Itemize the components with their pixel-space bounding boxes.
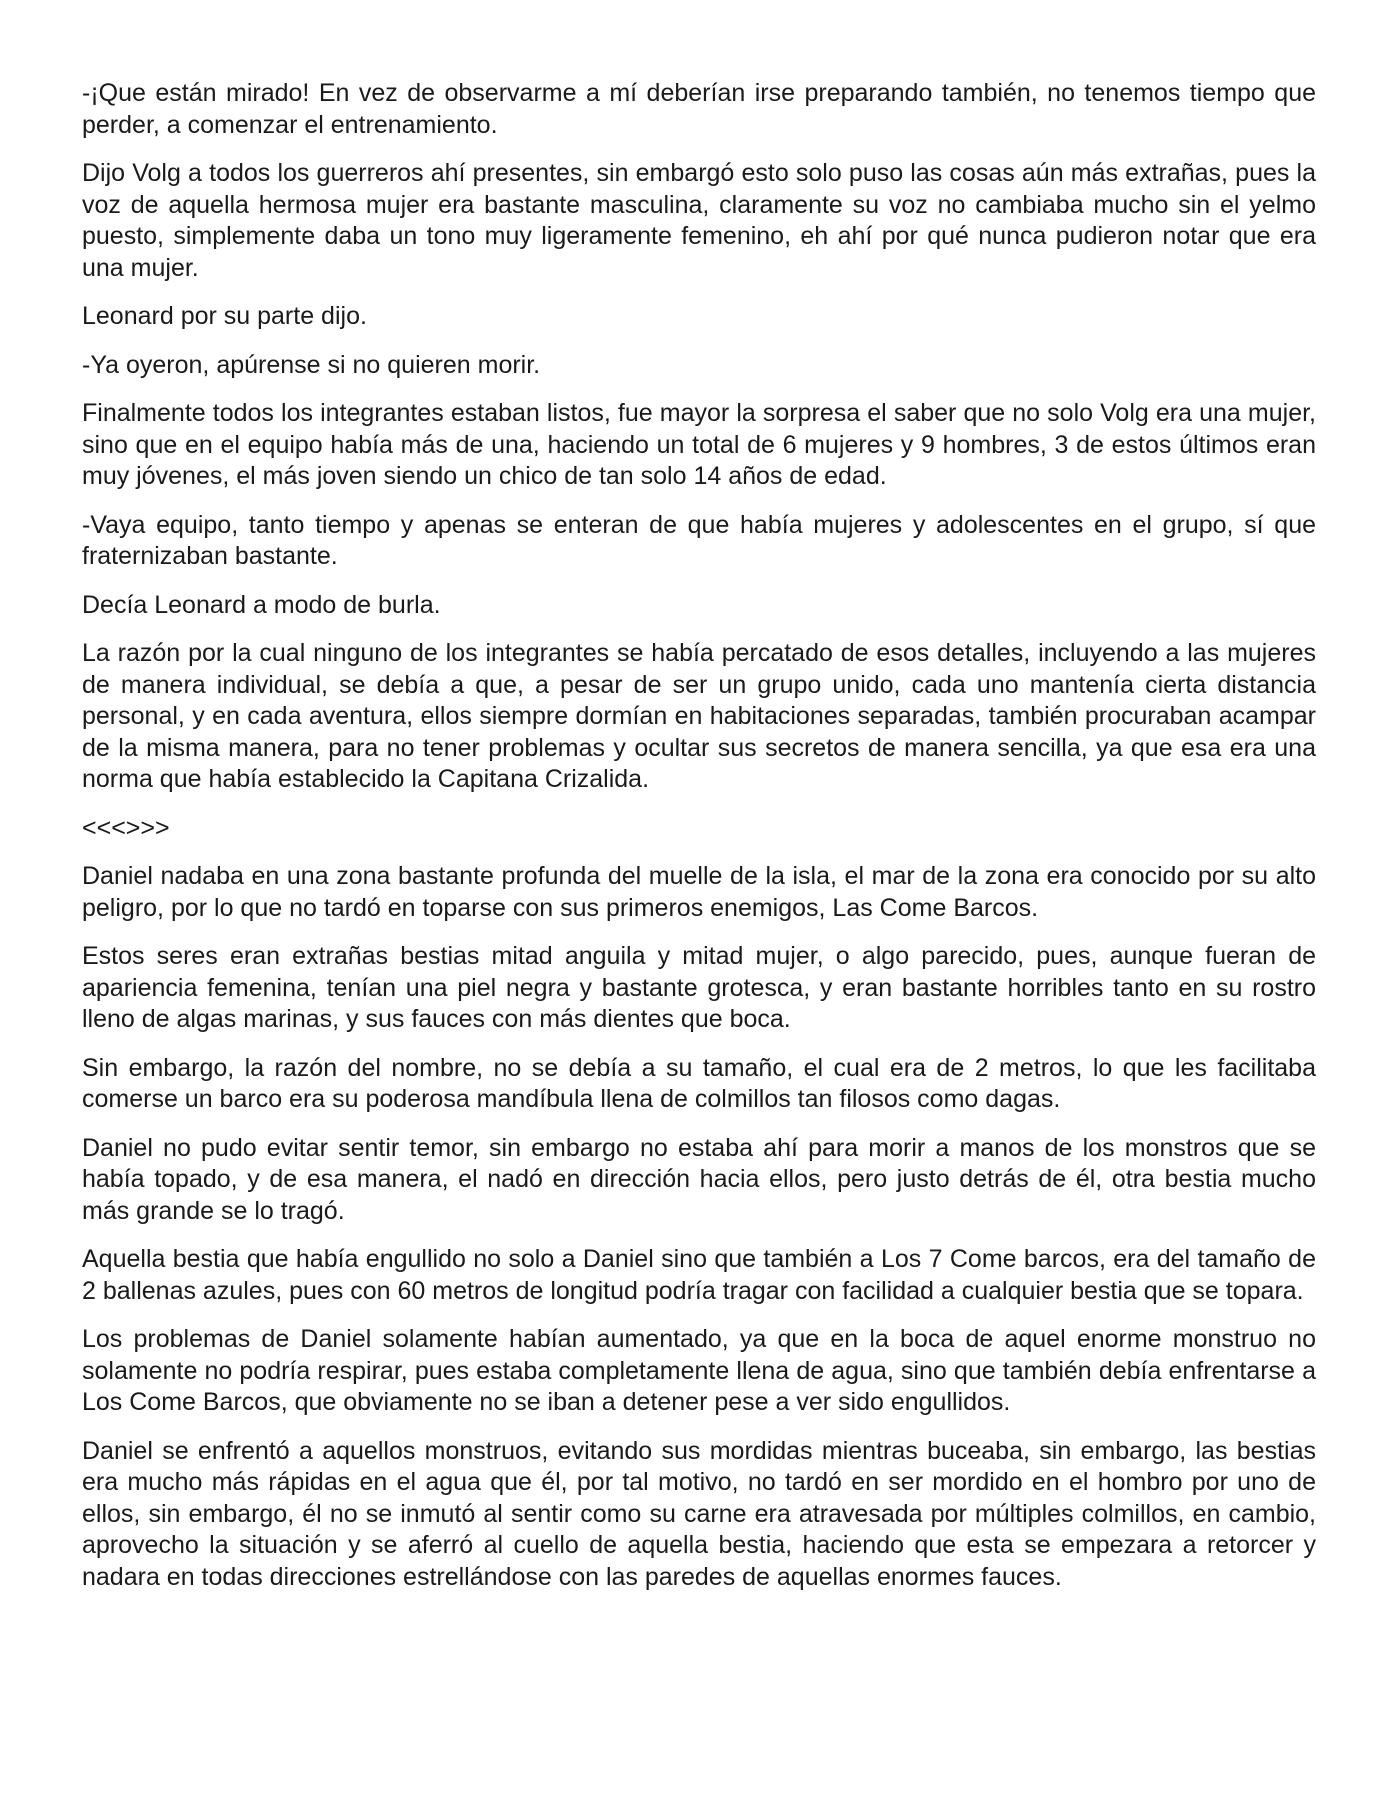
paragraph: -¡Que están mirado! En vez de observarme a mí deberían irse preparando también, no tenemos tiempo que perder, a comenzar el entrenamiento.: [82, 79, 1316, 139]
paragraph: Sin embargo, la razón del nombre, no se debía a su tamaño, el cual era de 2 metros, lo que les facilitaba comerse un barco era su poderosa mandíbula llena de colmillos tan filosos como dagas.: [82, 1053, 1316, 1113]
paragraph: La razón por la cual ninguno de los integrantes se había percatado de esos detalles, incluyendo a las mujeres de manera individual, se debía a que, a pesar de ser un grupo unido, cada uno mantenía cierta distancia personal, y en cada aventura, ellos siempre dormían en habitaciones separadas, también procuraban acampar de la misma manera, para no tener problemas y ocultar sus secretos de manera sencilla, ya que esa era una norma que había establecido la Capitana Crizalida.: [82, 639, 1316, 793]
paragraph: -Ya oyeron, apúrense si no quieren morir.: [82, 350, 541, 379]
paragraph: Finalmente todos los integrantes estaban listos, fue mayor la sorpresa el saber que no solo Volg era una mujer, sino que en el equipo había más de una, haciendo un total de 6 mujeres y 9 hombres, 3 de estos últimos eran muy jóvenes, el más joven siendo un chico de tan solo 14 años de edad.: [82, 399, 1316, 490]
paragraph: Leonard por su parte dijo.: [82, 302, 367, 330]
paragraph: Estos seres eran extrañas bestias mitad anguila y mitad mujer, o algo parecido, pues, aunque fueran de apariencia femenina, tenían una piel negra y bastante grotesca, y eran bastante horribles tanto en su rostro lleno de algas marinas, y sus fauces con más dientes que boca.: [82, 942, 1316, 1033]
paragraph: Dijo Volg a todos los guerreros ahí presentes, sin embargó esto solo puso las cosas aún más extrañas, pues la voz de aquella hermosa mujer era bastante masculina, claramente su voz no cambiaba mucho sin el yelmo puesto, simplemente daba un tono muy ligeramente femenino, eh ahí por qué nunca pudieron notar que era una mujer.: [82, 159, 1316, 282]
paragraph: Daniel se enfrentó a aquellos monstruos, evitando sus mordidas mientras buceaba, sin embargo, las bestias era mucho más rápidas en el agua que él, por tal motivo, no tardó en ser mordido en el hombro por uno de ellos, sin embargo, él no se inmutó al sentir como su carne era atravesada por múltiples colmillos, en cambio, aprovecho la situación y se aferró al cuello de aquella bestia, haciendo que esta se empezara a retorcer y nadara en todas direcciones estrellándose con las paredes de aquellas enormes fauces.: [82, 1436, 1316, 1591]
scene-separator: <<<>>>: [82, 813, 170, 842]
paragraph: Aquella bestia que había engullido no solo a Daniel sino que también a Los 7 Come barcos, era del tamaño de 2 ballenas azules, pues con 60 metros de longitud podría tragar con facilidad a cualquier bestia que se topara.: [82, 1245, 1316, 1305]
paragraph: Daniel no pudo evitar sentir temor, sin embargo no estaba ahí para morir a manos de los monstros que se había topado, y de esa manera, el nadó en dirección hacia ellos, pero justo detrás de él, otra bestia mucho más grande se lo tragó.: [82, 1133, 1316, 1225]
paragraph: Decía Leonard a modo de burla.: [82, 590, 441, 619]
document-page: [82, 78, 1316, 1610]
paragraph: Daniel nadaba en una zona bastante profunda del muelle de la isla, el mar de la zona era conocido por su alto peligro, por lo que no tardó en toparse con sus primeros enemigos, Las Come Barcos.: [82, 862, 1316, 922]
paragraph: Los problemas de Daniel solamente habían aumentado, ya que en la boca de aquel enorme monstruo no solamente no podría respirar, pues estaba completamente llena de agua, sino que también debía enfrentarse a Los Come Barcos, que obviamente no se iban a detener pese a ver sido engullidos.: [82, 1325, 1316, 1416]
paragraph: -Vaya equipo, tanto tiempo y apenas se enteran de que había mujeres y adolescentes en el grupo, sí que fraternizaban bastante.: [82, 510, 1316, 570]
